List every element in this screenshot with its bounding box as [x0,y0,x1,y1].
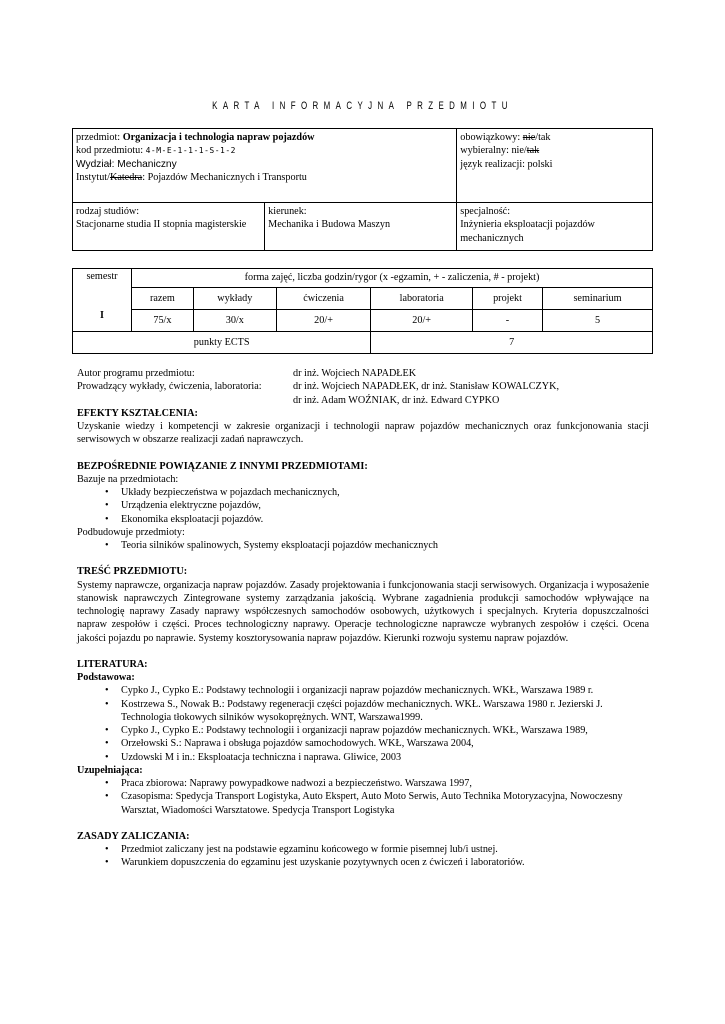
code-value: 4-M-E-1-1-1-S-1-2 [145,146,236,156]
literature-item: • Czasopisma: Spedycja Transport Logistyka, Auto Ekspert, Auto Moto Serwis, Auto Technika Motoryzacyjna, Nowoczesny Warsztat, Wiadomości Warsztatowe. Spedycja Transport Logistyka [107,790,649,817]
basic-label: Podstawowa: [77,672,135,683]
rule-item: • Przedmiot zaliczany jest na podstawie egzaminu końcowego w formie pisemnej lub/i ustnej. [107,843,649,856]
literature-item: • Uzdowski M i in.: Eksploatacja techniczna i naprawa. Gliwice, 2003 [107,751,649,764]
hours-value-cell: 30/x [193,310,276,332]
mandatory-yes: /tak [535,132,551,143]
study-type-label: rodzaj studiów: [76,206,140,217]
subject-line [76,131,453,144]
lecturers-line1: dr inż. Wojciech NAPADŁEK, dr inż. Stanisław KOWALCZYK, [293,381,559,393]
hours-header-cell: projekt [472,288,542,310]
institute-rest: : Pojazdów Mechanicznych i Transportu [142,171,307,183]
literature-item: • Cypko J., Cypko E.: Podstawy technologii i organizacji napraw pojazdów mechanicznych. WKŁ, Warszawa 1989 r. [107,684,649,697]
hours-header-cell: laboratoria [371,288,473,310]
hours-value-cell: 20/+ [276,310,371,332]
subject-label: przedmiot: [76,132,123,143]
direction-value: Mechanika i Budowa Maszyn [268,219,391,231]
based-subject-item: • Urządzenia elektryczne pojazdów, [107,499,649,512]
semester-value: I [100,310,104,322]
ects-value: 7 [371,332,653,354]
semester-label: semestr [86,271,118,282]
literature-heading: LITERATURA: [77,658,148,670]
hours-value-cell: - [472,310,542,332]
author-value: dr inż. Wojciech NAPADŁEK [293,368,417,379]
faculty: Wydział: Mechaniczny [76,158,177,170]
supports-label: Podbudowuje przedmioty: [77,526,185,538]
basic-literature-list [77,684,649,764]
hours-value-cell: 5 [543,310,653,332]
form-label: forma zajęć, liczba godzin/rygor (x -egzamin, + - zaliczenia, # - projekt) [132,269,653,288]
lecturers-line2: dr inż. Adam WOŹNIAK, dr inż. Edward CYPKO [293,394,500,406]
based-subject-item: • Układy bezpieczeństwa w pojazdach mechanicznych, [107,486,649,499]
study-type-value: Stacjonarne studia II stopnia magisterskie [76,219,247,231]
mandatory-line [460,131,649,144]
hours-header-cell: wykłady [193,288,276,310]
elective-line [460,144,649,157]
institute-line [76,171,453,184]
rules-list [77,843,649,870]
institute-strike: Katedra [109,171,143,183]
effects-heading: EFEKTY KSZTAŁCENIA: [77,407,198,419]
code-line [76,144,453,157]
elective-yes: tak [526,145,540,157]
hours-header-cell: razem [132,288,194,310]
supp-label: Uzupełniająca: [77,764,143,776]
lecturers-label: Prowadzący wykłady, ćwiczenia, laboratoria: [77,381,262,393]
subject-value: Organizacja i technologia napraw pojazdów [122,132,315,143]
authors-section [77,367,649,870]
based-subject-item: • Ekonomika eksploatacji pojazdów. [107,513,649,526]
specialty-value: Inżynieria eksploatacji pojazdów mechanicznych [460,219,595,244]
hours-value-cell: 20/+ [371,310,473,332]
supplementary-literature-list [77,777,649,817]
mandatory-label: obowiązkowy: [460,132,523,143]
code-label: kod przedmiotu: [76,145,146,157]
hours-value-cell: 75/x [132,310,194,332]
literature-item: • Orzełowski S.: Naprawa i obsługa pojazdów samochodowych. WKŁ, Warszawa 2004, [107,737,649,750]
subject-info-table [72,128,653,251]
ects-label: punkty ECTS [73,332,371,354]
rules-heading: ZASADY ZALICZANIA: [77,830,190,842]
literature-item: • Cypko J., Cypko E.: Podstawy technologii i organizacji napraw pojazdów mechanicznych. WKŁ, Warszawa 1989, [107,724,649,737]
author-label: Autor programu przedmiotu: [77,368,195,379]
institute-prefix: Instytut/ [76,171,110,183]
based-list [77,486,649,526]
hours-table [72,268,653,354]
mandatory-no: nie [522,132,536,143]
supported-subject-item: • Teoria silników spalinowych, Systemy eksploatacji pojazdów mechanicznych [107,539,649,552]
based-label: Bazuje na przedmiotach: [77,473,179,485]
literature-item: • Praca zbiorowa: Naprawy powypadkowe nadwozi a bezpieczeństwo. Warszawa 1997, [107,777,649,790]
elective-label: wybieralny: nie/ [460,145,527,157]
content-heading: TREŚĆ PRZEDMIOTU: [77,566,188,578]
relations-heading: BEZPOŚREDNIE POWIĄZANIE Z INNYMI PRZEDMIOTAMI: [77,460,368,472]
document-title: KARTA INFORMACYJNA PRZEDMIOTU [212,100,513,112]
rule-item: • Warunkiem dopuszczenia do egzaminu jest uzyskanie pozytywnych ocen z ćwiczeń i laboratoriów. [107,856,649,869]
literature-item: • Kostrzewa S., Nowak B.: Podstawy regeneracji części pojazdów mechanicznych. WKŁ. Warszawa 1980 r. Jezierski J. Technologia tłokowych silników wysokoprężnych. WNT, Warszawa1999. [107,698,649,725]
supports-list [77,539,649,552]
effects-text: Uzyskanie wiedzy i kompetencji w zakresie organizacji i technologii napraw pojazdów mechanicznych oraz funkcjonowania stacji serwisowych w obszarze realizacji zadań naprawczych. [77,421,649,446]
language: język realizacji: polski [460,158,553,170]
hours-header-cell: seminarium [543,288,653,310]
hours-header-cell: ćwiczenia [276,288,371,310]
direction-label: kierunek: [268,206,307,217]
specialty-label: specjalność: [460,206,511,217]
content-text: Systemy naprawcze, organizacja napraw pojazdów. Zasady projektowania i funkcjonowania stacji serwisowych. Organizacja i wyposażenie stanowisk naprawczych Zintegrowane systemy zarządzania jakością. Wybrane zagadnienia produkcji samochodów wpływające na technologię naprawy Zasady naprawy współczesnych samochodów osobowych, użytkowych i specjalnych. Kryteria dopuszczalności napraw zespołów i części. Proces technologiczny naprawy. Operacje technologiczne naprawcze wybranych zespołów i części. Ocena jakości pojazdu po naprawie. Systemy kosztorysowania napraw pojazdów. Kierunki rozwoju systemu napraw pojazdów. [77,579,649,644]
